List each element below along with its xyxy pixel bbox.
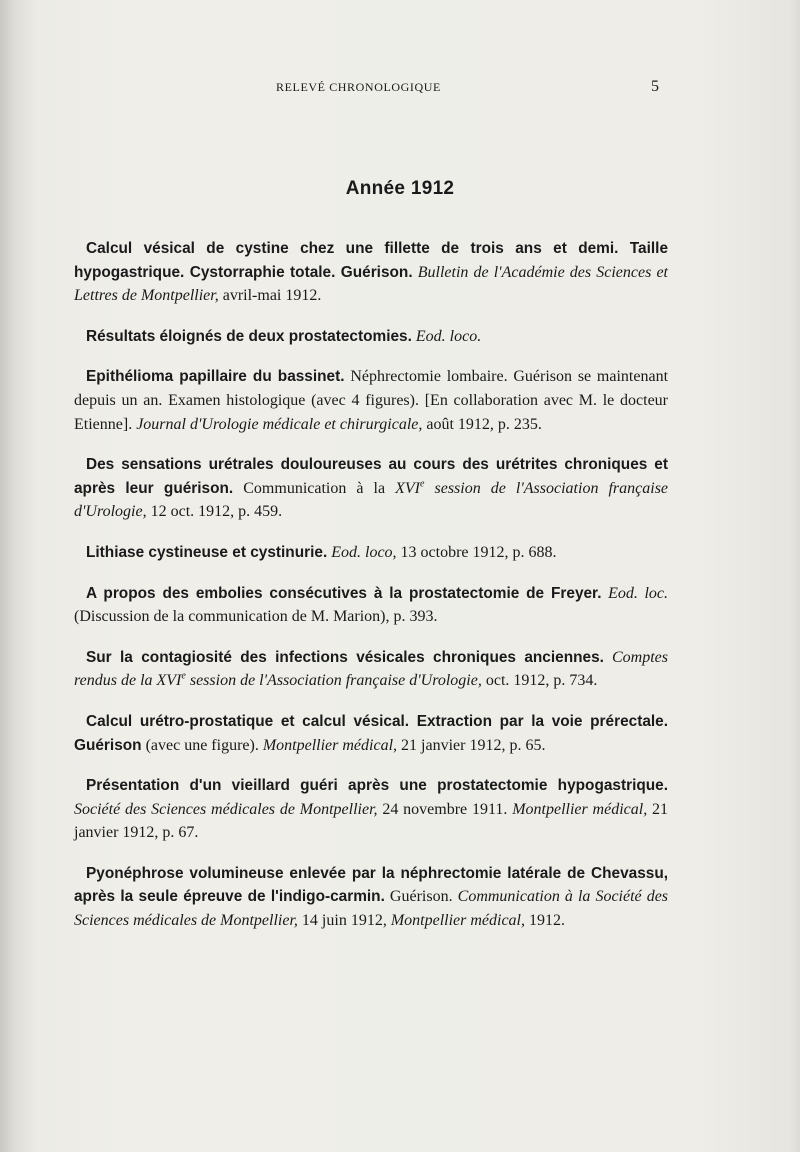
page-number: 5 [651, 78, 659, 95]
entry-source-part: XVI [395, 479, 420, 497]
entry-4 [74, 453, 668, 524]
entry-details: 13 octobre 1912, p. 688. [400, 543, 557, 561]
entry-title: Epithélioma papillaire du bassinet. [86, 368, 345, 386]
bibliography-list [74, 237, 668, 950]
entry-source: Communication à la Société des Sciences médicales de Montpellier, [74, 888, 669, 930]
entry-text: Guérison. [389, 888, 453, 906]
entry-source-part: session de l'Association française d'Urologie, [189, 672, 482, 690]
entry-title: A propos des embolies consécutives à la prostatectomie de Freyer. [86, 584, 602, 602]
entry-6 [74, 582, 668, 629]
entry-title: Lithiase cystineuse et cystinurie. [86, 543, 328, 561]
running-head [0, 80, 800, 100]
year-heading: Année 1912 [345, 178, 455, 199]
entry-details: 12 oct. 1912, p. 459. [150, 503, 283, 521]
superscript: e [420, 478, 425, 490]
entry-title: Des sensations urétrales douloureuses au cours des urétrites chroniques et après leur guérison. [74, 456, 668, 497]
entry-title: Calcul urétro-prostatique et calcul vésical. Extraction par la voie prérectale. Guérison [74, 712, 668, 754]
entry-source: Bulletin de l'Académie des Sciences et Lettres de Montpellier, [74, 263, 668, 305]
entry-3 [74, 365, 668, 436]
entry-source: Eod. loc. [608, 584, 669, 602]
entry-details: oct. 1912, p. 734. [485, 672, 598, 690]
entry-title: Sur la contagiosité des infections vésicales chroniques anciennes. [86, 648, 604, 666]
entry-source: Eod. loco. [415, 327, 482, 345]
entry-title: Calcul vésical de cystine chez une fillette de trois ans et demi. Taille hypogastrique. Cystorraphie totale. Guérison. [74, 240, 668, 281]
entry-10 [74, 862, 668, 933]
entry-text: 24 novembre 1911. [382, 800, 508, 818]
entry-source: Journal d'Urologie médicale et chirurgicale, [136, 415, 423, 433]
entry-details: 21 janvier 1912, p. 67. [74, 800, 669, 842]
entry-source-part: session de l'Association française d'Urologie, [74, 479, 669, 521]
entry-title: Résultats éloignés de deux prostatectomies. [86, 327, 412, 345]
entry-9 [74, 774, 668, 845]
entry-details: août 1912, p. 235. [426, 415, 542, 433]
entry-title: Présentation d'un vieillard guéri après une prostatectomie hypogastrique. [86, 777, 668, 795]
entry-source-part: Comptes rendus de la XVI [74, 648, 668, 690]
entry-2 [74, 325, 668, 349]
entry-source-secondary: Montpellier médical, [390, 912, 525, 930]
entry-title: Pyonéphrose volumineuse enlevée par la néphrectomie latérale de Chevassu, après la seule épreuve de l'indigo-carmin. [74, 864, 668, 906]
entry-source: Montpellier médical, [262, 736, 398, 754]
entry-7 [74, 646, 668, 693]
entry-source-secondary: Montpellier médical, [512, 800, 648, 818]
entry-details: 21 janvier 1912, p. 65. [401, 736, 546, 754]
entry-text: Néphrectomie lombaire. Guérison se maintenant depuis un an. Examen histologique (avec 4 figures). [En collaboration avec M. le docteur Etienne]. [74, 368, 669, 433]
entry-text: Communication à la [243, 479, 386, 497]
entry-5 [74, 541, 668, 565]
entry-details: avril-mai 1912. [222, 287, 322, 305]
entry-8 [74, 710, 668, 757]
entry-1 [74, 237, 668, 308]
entry-details: (Discussion de la communication de M. Marion), p. 393. [74, 608, 438, 626]
running-title: RELEVÉ CHRONOLOGIQUE [276, 80, 441, 94]
entry-text: 14 juin 1912, [301, 912, 387, 930]
entry-text: (avec une figure). [145, 736, 259, 754]
superscript: e [181, 670, 186, 682]
entry-source: Société des Sciences médicales de Montpellier, [74, 800, 378, 818]
entry-details: 1912. [529, 912, 565, 930]
entry-source: Eod. loco, [331, 543, 397, 561]
